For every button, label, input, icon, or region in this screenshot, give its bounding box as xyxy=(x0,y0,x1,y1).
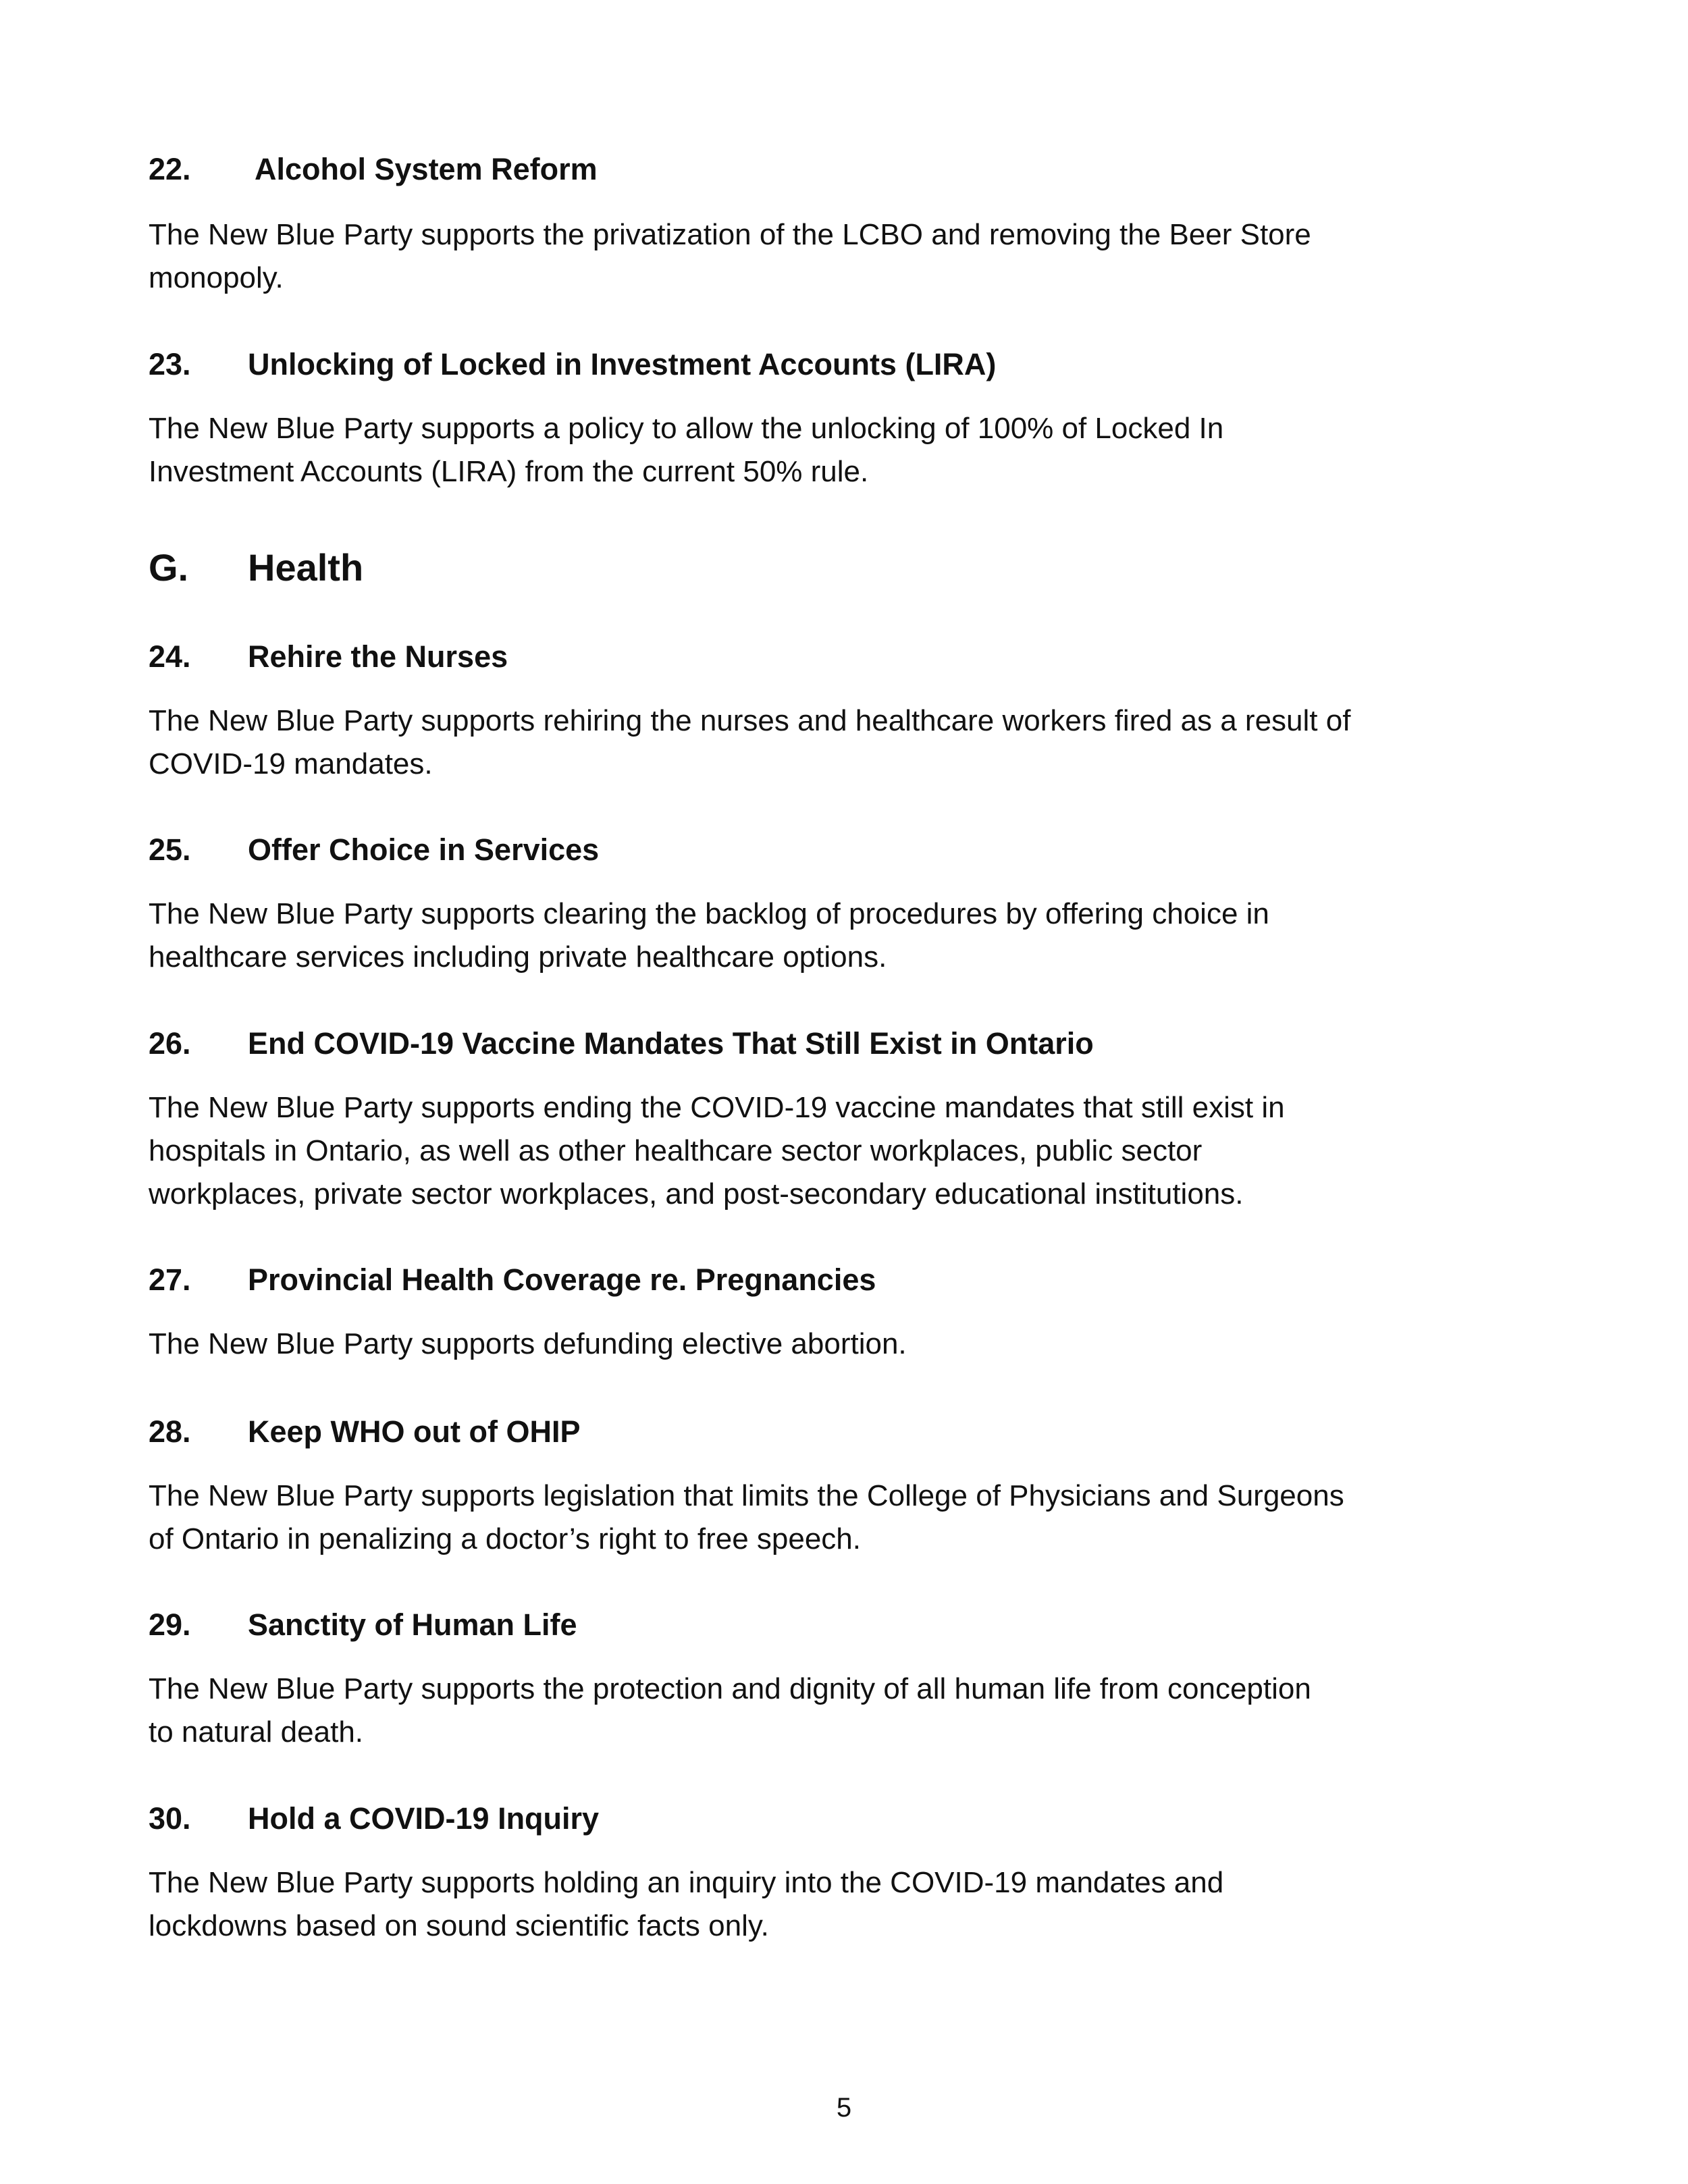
item-body-line: The New Blue Party supports the protection and dignity of all human life from conception xyxy=(149,1672,1311,1705)
item-body-line: The New Blue Party supports clearing the backlog of procedures by offering choice in xyxy=(149,897,1269,930)
item-title: Hold a COVID-19 Inquiry xyxy=(248,1801,600,1836)
item-body-line: The New Blue Party supports rehiring the nurses and healthcare workers fired as a result of xyxy=(149,704,1351,737)
item-body-line: workplaces, private sector workplaces, and post-secondary educational institutions. xyxy=(149,1177,1244,1210)
item-body-line: to natural death. xyxy=(149,1715,364,1749)
item-body-line: hospitals in Ontario, as well as other healthcare sector workplaces, public sector xyxy=(149,1134,1203,1167)
item-number: 22. xyxy=(149,152,191,186)
item-title: Sanctity of Human Life xyxy=(248,1607,577,1642)
item-title: Provincial Health Coverage re. Pregnancies xyxy=(248,1262,876,1297)
section-letter: G. xyxy=(149,546,189,589)
item-title: Offer Choice in Services xyxy=(248,832,600,867)
item-body-line: lockdowns based on sound scientific facts only. xyxy=(149,1909,769,1942)
item-number: 26. xyxy=(149,1026,191,1061)
item-body-line: Investment Accounts (LIRA) from the current 50% rule. xyxy=(149,455,869,488)
item-body-line: The New Blue Party supports legislation that limits the College of Physicians and Surgeons xyxy=(149,1479,1344,1512)
item-title: End COVID-19 Vaccine Mandates That Still Exist in Ontario xyxy=(248,1026,1094,1061)
item-number: 23. xyxy=(149,347,191,381)
item-body-line: The New Blue Party supports ending the COVID-19 vaccine mandates that still exist in xyxy=(149,1091,1285,1124)
page-number: 5 xyxy=(836,2093,852,2123)
item-number: 29. xyxy=(149,1607,191,1642)
item-body-line: COVID-19 mandates. xyxy=(149,747,433,780)
item-number: 24. xyxy=(149,639,191,674)
item-title: Rehire the Nurses xyxy=(248,639,508,674)
item-number: 25. xyxy=(149,832,191,867)
item-number: 27. xyxy=(149,1262,191,1297)
item-number: 30. xyxy=(149,1801,191,1836)
item-number: 28. xyxy=(149,1414,191,1449)
item-body-line: The New Blue Party supports a policy to allow the unlocking of 100% of Locked In xyxy=(149,412,1224,445)
item-body-line: The New Blue Party supports defunding elective abortion. xyxy=(149,1327,907,1360)
item-title: Keep WHO out of OHIP xyxy=(248,1414,581,1449)
item-body-line: The New Blue Party supports the privatization of the LCBO and removing the Beer Store xyxy=(149,218,1311,251)
section-title: Health xyxy=(248,546,364,589)
item-body-line: healthcare services including private healthcare options. xyxy=(149,940,887,974)
item-body-line: The New Blue Party supports holding an inquiry into the COVID-19 mandates and xyxy=(149,1866,1224,1899)
item-title: Alcohol System Reform xyxy=(255,152,598,186)
item-body-line: of Ontario in penalizing a doctor’s right to free speech. xyxy=(149,1522,861,1555)
item-body-line: monopoly. xyxy=(149,261,284,294)
item-title: Unlocking of Locked in Investment Accounts (LIRA) xyxy=(248,347,997,381)
